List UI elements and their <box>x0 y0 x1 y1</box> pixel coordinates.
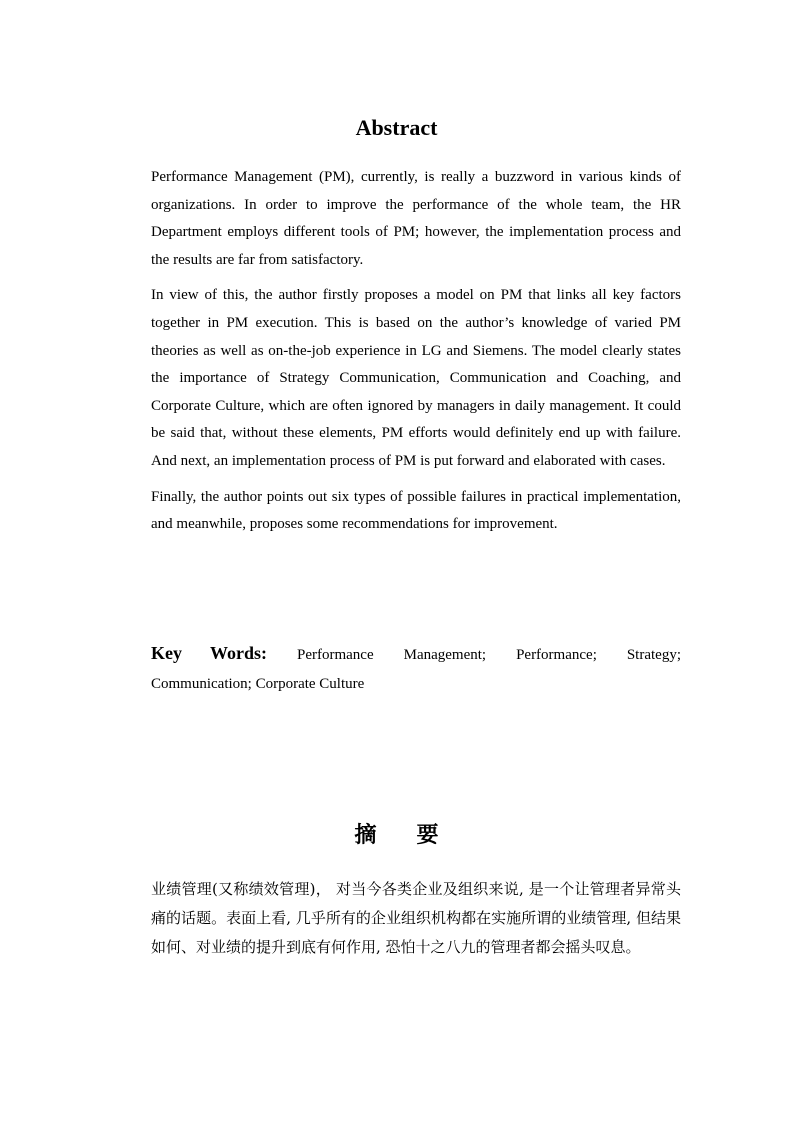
keywords-label-word-2: Words: <box>210 643 268 663</box>
abstract-paragraph-1: Performance Management (PM), currently, is really a buzzword in various kinds of organizations. In order to improve the performance of the whole team, the HR Department employs different tools of PM; however, the implementation process and the results are far from satisfactory. <box>151 169 681 268</box>
abstract-body <box>151 164 681 547</box>
keywords-list-1: Performance Management; Performance; Strategy; <box>297 647 681 663</box>
keywords-line-1 <box>151 638 681 670</box>
chinese-abstract-body <box>151 875 681 962</box>
abstract-title: Abstract <box>355 115 438 140</box>
chinese-title-char-1: 摘 <box>354 823 377 848</box>
chinese-title-char-2: 要 <box>416 823 439 848</box>
abstract-paragraph-2: In view of this, the author firstly proposes a model on PM that links all key factors together in PM execution. This is based on the author’s knowledge of varied PM theories as well as on-the-job experience in LG and Siemens. The model clearly states the importance of Strategy Communication, Communication and Coaching, and Corporate Culture, which are often ignored by managers in daily management. It could be said that, without these elements, PM efforts would definitely end up with failure. And next, an implementation process of PM is put forward and elaborated with cases. <box>151 287 681 469</box>
keywords-section <box>151 638 681 698</box>
keywords-label <box>151 643 267 663</box>
abstract-paragraph-3: Finally, the author points out six types of possible failures in practical implementation, and meanwhile, proposes some recommendations for improvement. <box>151 488 681 533</box>
chinese-abstract-title <box>0 820 793 852</box>
keywords-line-2: Communication; Corporate Culture <box>151 676 365 692</box>
chinese-abstract-paragraph: 业绩管理(又称绩效管理)， 对当今各类企业及组织来说, 是一个让管理者异常头痛的话题。表面上看, 几乎所有的企业组织机构都在实施所谓的业绩管理, 但结果如何、对业绩的提升到底有何作用, 恐怕十之八九的管理者都会摇头叹息。 <box>151 880 681 956</box>
keywords-label-word-1: Key <box>151 643 182 663</box>
